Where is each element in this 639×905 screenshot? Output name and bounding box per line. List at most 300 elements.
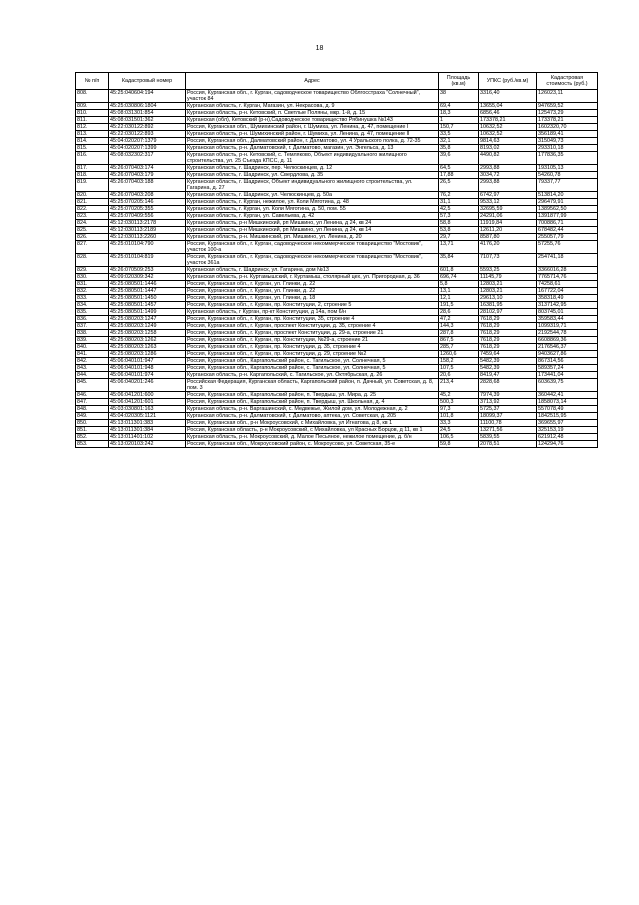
cell-cadastral-value: 1099319,71 (537, 323, 598, 330)
cell-cadastral-number: 45:08:031301:854 (109, 110, 186, 117)
cell-area: 13,71 (439, 241, 479, 254)
table-row (76, 420, 598, 427)
cell-number: 846. (76, 392, 109, 399)
cell-area: 285,7 (439, 344, 479, 351)
cell-number: 847. (76, 399, 109, 406)
cell-upks: 8193,02 (479, 145, 537, 152)
cell-number: 822. (76, 206, 109, 213)
table-row (76, 192, 598, 199)
cell-area: 12,1 (439, 295, 479, 302)
cell-address: Курганская область, р-н. Далматовский, г. Далматово, аптека, ул. Советская, д. 205 (186, 413, 439, 420)
cell-upks: 16381,95 (479, 302, 537, 309)
cell-upks: 10632,52 (479, 124, 537, 131)
table-row (76, 406, 598, 413)
cell-upks: 9533,12 (479, 199, 537, 206)
cell-cadastral-value: 369655,97 (537, 420, 598, 427)
cell-address: Курганская область, г. Шадринск, ул. Челюскинцев, д. 50а (186, 192, 439, 199)
cell-number: 829. (76, 267, 109, 274)
table-row (76, 220, 598, 227)
cell-address: Россия, Курганская обл., Каргапольский район, с. Тагильское, ул. Солнечная, 5 (186, 358, 439, 365)
cell-cadastral-value: 9403627,86 (537, 351, 598, 358)
cell-address: Россия, Курганская обл., р-н Мокроусовский, с Михайловка, ул Игнатова, д 8, кв 1 (186, 420, 439, 427)
cell-address: Российская Федерация, Курганская область, Каргапольский район, п. Дачный, ул. Советская, д. 8, пом. 3 (186, 379, 439, 392)
cell-upks: 12611,20 (479, 227, 537, 234)
table-row (76, 413, 598, 420)
cell-address: Курганская область, р-н Мишкинский, рп Мишкино, ул Ленина, д 24, кв 24 (186, 220, 439, 227)
cell-area: 24,5 (439, 427, 479, 434)
cell-address: Курганская область, г. Шадринск, ул. Свердлова, д. 35 (186, 172, 439, 179)
cell-area: 191,5 (439, 302, 479, 309)
cell-cadastral-number: 45:06:040101:974 (109, 372, 186, 379)
cell-address: Курганская область, г. Шадринск, пер. Челюскинцев, д. 12 (186, 165, 439, 172)
cell-cadastral-value: 325153,19 (537, 427, 598, 434)
cell-cadastral-value: 125473,29 (537, 110, 598, 117)
cell-cadastral-number: 45:06:041201:601 (109, 399, 186, 406)
cell-upks: 4176,20 (479, 241, 537, 254)
table-row (76, 434, 598, 441)
cell-number: 844. (76, 372, 109, 379)
table-row (76, 138, 598, 145)
table-row (76, 372, 598, 379)
cell-upks: 2993,88 (479, 165, 537, 172)
cell-cadastral-value: 358318,49 (537, 295, 598, 302)
cell-upks: 7459,64 (479, 351, 537, 358)
table-row (76, 124, 598, 131)
cell-number: 813. (76, 131, 109, 138)
cell-address: Курганская область, г. Курган, ул. Савельева, д. 42 (186, 213, 439, 220)
cell-cadastral-number: 45:25:010104:819 (109, 254, 186, 267)
cell-address: Курганская область, р-н. Кетовский, п. Светлые Поляны, мкр. 1-й, д. 15 (186, 110, 439, 117)
table-row (76, 365, 598, 372)
table-row (76, 274, 598, 281)
cell-cadastral-value: 57255,76 (537, 241, 598, 254)
cell-address: Курганская область, р-н Мишкинский, рп Мишкино, ул Ленина, д 24, кв 14 (186, 227, 439, 234)
cell-number: 812. (76, 124, 109, 131)
cell-cadastral-number: 45:25:040604:194 (109, 90, 186, 103)
cell-upks: 7974,39 (479, 392, 537, 399)
table-row (76, 399, 598, 406)
cell-upks: 7107,73 (479, 254, 537, 267)
cadastral-table (75, 72, 598, 448)
cell-cadastral-number: 45:25:070205:355 (109, 206, 186, 213)
cell-cadastral-value: 678482,44 (537, 227, 598, 234)
cell-address: Курганская область, р-н. Далматовский, г. Далматово, магазин, ул. Энгельса, д. 13 (186, 145, 439, 152)
cell-address: Курганская область, г. Курган, Магазин, ул. Некрасова, д. 9 (186, 103, 439, 110)
cell-cadastral-number: 45:26:070403:174 (109, 165, 186, 172)
cell-number: 833. (76, 295, 109, 302)
cell-address: Россия, Курганская обл., г. Курган, пр. Конституции, д. 29, строение №2 (186, 351, 439, 358)
cell-number: 809. (76, 103, 109, 110)
cell-cadastral-number: 45:25:080501:1447 (109, 288, 186, 295)
cell-cadastral-value: 557078,49 (537, 406, 598, 413)
cell-cadastral-number: 45:25:070205:146 (109, 199, 186, 206)
cell-number: 836. (76, 316, 109, 323)
cell-cadastral-value: 126023,11 (537, 90, 598, 103)
cell-upks: 8587,80 (479, 234, 537, 241)
cell-cadastral-number: 45:25:080203:1263 (109, 344, 186, 351)
cell-cadastral-value: 360442,41 (537, 392, 598, 399)
cell-address: Россия, Курганская область, р-н Мокроусовский, с Михайловка, ул Красных Борцов, д 11, кв 1 (186, 427, 439, 434)
cell-address: Россия, Курганская обл., г. Курган, проспект Конституции, д. 35, строение 4 (186, 323, 439, 330)
cell-cadastral-number: 45:25:080203:1249 (109, 323, 186, 330)
cell-address: Курганская (обл), Кетовский (р-н),Садоводческое товарищество Рябинушка №143 (186, 117, 439, 124)
table-row (76, 241, 598, 254)
cell-number: 821. (76, 199, 109, 206)
cell-upks: 12803,21 (479, 281, 537, 288)
cell-number: 840. (76, 344, 109, 351)
cell-upks: 2993,88 (479, 179, 537, 192)
table-row (76, 337, 598, 344)
cell-address: Курганская область, р-н. Мишкинский, рп. Мишкино, ул. Ленина, д. 20 (186, 234, 439, 241)
cell-upks: 5482,39 (479, 365, 537, 372)
cell-number: 850. (76, 420, 109, 427)
table-row (76, 379, 598, 392)
cell-number: 826. (76, 234, 109, 241)
cell-cadastral-value: 947659,52 (537, 103, 598, 110)
cell-cadastral-value: 359583,44 (537, 316, 598, 323)
cell-upks: 7618,29 (479, 344, 537, 351)
cell-address: Россия, Курганская обл., г. Курган, садоводческое некоммерческое товарищество "Мостовик", участок 361а (186, 254, 439, 267)
cell-area: 76,2 (439, 192, 479, 199)
cell-area: 287,8 (439, 330, 479, 337)
cell-cadastral-value: 7765714,76 (537, 274, 598, 281)
cell-area: 58,8 (439, 220, 479, 227)
cell-upks: 4490,82 (479, 152, 537, 165)
cell-cadastral-number: 45:06:041201:600 (109, 392, 186, 399)
table-row (76, 117, 598, 124)
cell-area: 64,5 (439, 165, 479, 172)
cell-cadastral-number: 45:26:070403:208 (109, 192, 186, 199)
cell-upks: 28102,97 (479, 309, 537, 316)
cell-number: 843. (76, 365, 109, 372)
cell-cadastral-number: 45:03:030801:163 (109, 406, 186, 413)
cell-number: 834. (76, 302, 109, 309)
cell-address: Курганская область, р-н. Варгашинский, с. Медвежье, Жилой дом, ул. Молодежная, д. 2 (186, 406, 439, 413)
cell-upks: 7618,29 (479, 330, 537, 337)
header-cadastral-number: Кадастровый номер (109, 73, 186, 90)
cell-area: 97,3 (439, 406, 479, 413)
cell-address: Россия, Курганская обл., г. Курган, пр. Конституции, 2, строение 5 (186, 302, 439, 309)
cell-area: 107,5 (439, 365, 479, 372)
cell-cadastral-number: 45:13:020103:242 (109, 441, 186, 448)
table-row (76, 152, 598, 165)
cell-address: Россия, Курганская обл., г. Курган, ул. Глинки, д. 18 (186, 295, 439, 302)
cell-upks: 29613,10 (479, 295, 537, 302)
cell-cadastral-number: 45:13:011301:383 (109, 420, 186, 427)
cell-area: 1 (439, 117, 479, 124)
cell-address: Россия, Курганская обл., г. Курган, ул. Глинки, д. 22 (186, 288, 439, 295)
cell-area: 38 (439, 90, 479, 103)
cell-area: 1260,6 (439, 351, 479, 358)
cell-cadastral-value: 173441,04 (537, 372, 598, 379)
table-row (76, 344, 598, 351)
table-row (76, 110, 598, 117)
cell-area: 20,6 (439, 372, 479, 379)
cell-cadastral-value: 124294,76 (537, 441, 598, 448)
cell-area: 47,2 (439, 316, 479, 323)
cell-cadastral-value: 589357,24 (537, 365, 598, 372)
table-row (76, 206, 598, 213)
cell-cadastral-number: 45:25:080203:1262 (109, 337, 186, 344)
cell-area: 39,6 (439, 152, 479, 165)
cell-cadastral-number: 45:25:010104:790 (109, 241, 186, 254)
cell-address: Курганская область, г. Курган, нежилое, ул. Коли Мяготина, д. 48 (186, 199, 439, 206)
cell-number: 818. (76, 172, 109, 179)
cell-upks: 6742,97 (479, 192, 537, 199)
cell-area: 867,5 (439, 337, 479, 344)
cell-upks: 12803,21 (479, 288, 537, 295)
cell-number: 810. (76, 110, 109, 117)
table-row (76, 213, 598, 220)
cell-number: 817. (76, 165, 109, 172)
cell-area: 57,3 (439, 213, 479, 220)
cell-cadastral-number: 45:08:032302:317 (109, 152, 186, 165)
cell-cadastral-number: 45:06:040101:948 (109, 365, 186, 372)
header-address: Адрес (186, 73, 439, 90)
cell-area: 17,88 (439, 172, 479, 179)
table-row (76, 281, 598, 288)
cell-upks: 11919,84 (479, 220, 537, 227)
cell-cadastral-number: 45:04:020305:1121 (109, 413, 186, 420)
cell-upks: 5593,25 (479, 267, 537, 274)
cell-number: 841. (76, 351, 109, 358)
cell-address: Россия, Курганская обл., Далматовский район, г. Далматово, ул. 4 Уральского полка, д. 72-35 (186, 138, 439, 145)
table-row (76, 165, 598, 172)
cell-cadastral-value: 3137142,95 (537, 302, 598, 309)
cell-area: 31,1 (439, 199, 479, 206)
cell-area: 33,5 (439, 131, 479, 138)
table-row (76, 254, 598, 267)
cell-area: 35,8 (439, 145, 479, 152)
cell-area: 13,1 (439, 288, 479, 295)
cell-upks: 5839,55 (479, 434, 537, 441)
cell-number: 837. (76, 323, 109, 330)
cell-cadastral-number: 45:25:080203:1247 (109, 316, 186, 323)
cell-area: 53,8 (439, 227, 479, 234)
cell-area: 35,84 (439, 254, 479, 267)
cell-cadastral-number: 45:08:031501:362 (109, 117, 186, 124)
cell-number: 835. (76, 309, 109, 316)
cell-cadastral-value: 1389562,50 (537, 206, 598, 213)
table-row (76, 267, 598, 274)
cell-number: 839. (76, 337, 109, 344)
cell-area: 101,8 (439, 413, 479, 420)
header-cadastral-value: Кадастровая стоимость (руб.) (537, 73, 598, 90)
cell-cadastral-value: 2192544,78 (537, 330, 598, 337)
cell-cadastral-number: 45:13:011301:384 (109, 427, 186, 434)
table-header-row (76, 73, 598, 90)
cell-upks: 13655,04 (479, 103, 537, 110)
cell-cadastral-value: 296479,91 (537, 199, 598, 206)
cell-cadastral-number: 45:22:030122:892 (109, 124, 186, 131)
cell-area: 144,3 (439, 323, 479, 330)
cell-upks: 7618,29 (479, 323, 537, 330)
cell-address: Курганская область, р-н. Кетовский, с. Темляково, Объект индивидуального жилищного строительства, ул. 25 Съезда КПСС, д. 11 (186, 152, 439, 165)
cell-upks: 32695,59 (479, 206, 537, 213)
cell-area: 150,7 (439, 124, 479, 131)
cell-cadastral-value: 603639,75 (537, 379, 598, 392)
cell-cadastral-value: 513814,20 (537, 192, 598, 199)
cell-upks: 11145,79 (479, 274, 537, 281)
cell-address: Курганская область, р-н. Шумихинский район, г. Шумиха, ул. Ленина, д. 47, помещение II (186, 131, 439, 138)
cell-address: Россия, Курганская обл., г. Курган, пр. Конституции, д. 35, строение 4 (186, 344, 439, 351)
cell-cadastral-value: 315049,73 (537, 138, 598, 145)
cell-number: 814. (76, 138, 109, 145)
cell-area: 500,3 (439, 399, 479, 406)
cell-cadastral-value: 167722,04 (537, 288, 598, 295)
table-row (76, 295, 598, 302)
cell-address: Россия, Курганская обл., Каргапольский район, п. Твердыш, ул. Мира, д. 25 (186, 392, 439, 399)
cell-cadastral-value: 193105,13 (537, 165, 598, 172)
cell-cadastral-number: 45:06:040101:947 (109, 358, 186, 365)
cell-cadastral-value: 2176546,37 (537, 344, 598, 351)
cell-address: Россия, Курганская обл., Каргапольский район, п. Твердыш, ул. Школьная, д. 4 (186, 399, 439, 406)
table-row (76, 179, 598, 192)
cell-upks: 7618,29 (479, 337, 537, 344)
table-row (76, 358, 598, 365)
cell-area: 106,5 (439, 434, 479, 441)
cell-area: 5,8 (439, 281, 479, 288)
cell-number: 816. (76, 152, 109, 165)
cell-upks: 5725,37 (479, 406, 537, 413)
cell-number: 842. (76, 358, 109, 365)
cell-cadastral-number: 45:26:070403:179 (109, 172, 186, 179)
cell-area: 29,7 (439, 234, 479, 241)
page-number: 18 (315, 45, 324, 52)
cell-area: 213,4 (439, 379, 479, 392)
table-row (76, 441, 598, 448)
cell-upks: 9814,63 (479, 138, 537, 145)
cell-cadastral-value: 867314,56 (537, 358, 598, 365)
table-row (76, 145, 598, 152)
cell-number: 815. (76, 145, 109, 152)
cell-cadastral-value: 177836,35 (537, 152, 598, 165)
cell-cadastral-number: 45:25:070409:556 (109, 213, 186, 220)
cell-upks: 2828,68 (479, 379, 537, 392)
cell-cadastral-number: 45:06:040201:246 (109, 379, 186, 392)
cell-address: Курганская область, г Курган, пр-кт Конституции, д 14а, пом 6/н (186, 309, 439, 316)
cell-address: Россия, Курганская обл., г. Курган, садоводческое товарищество Облгосстраха "Солнечный", участок 84 (186, 90, 439, 103)
table-row (76, 234, 598, 241)
cell-cadastral-value: 293310,18 (537, 145, 598, 152)
cell-upks: 11100,78 (479, 420, 537, 427)
cell-cadastral-number: 45:04:020207:1399 (109, 145, 186, 152)
cell-cadastral-value: 3366016,28 (537, 267, 598, 274)
table-row (76, 288, 598, 295)
table-row (76, 392, 598, 399)
cell-cadastral-number: 45:25:030806:1804 (109, 103, 186, 110)
cell-cadastral-number: 45:26:070403:188 (109, 179, 186, 192)
cell-cadastral-number: 45:12:030113:2178 (109, 220, 186, 227)
cell-area: 32,1 (439, 138, 479, 145)
cell-cadastral-value: 621912,48 (537, 434, 598, 441)
cell-cadastral-number: 45:22:030122:893 (109, 131, 186, 138)
cell-cadastral-value: 700886,71 (537, 220, 598, 227)
cell-area: 18,3 (439, 110, 479, 117)
cell-number: 852. (76, 434, 109, 441)
cell-cadastral-value: 1858073,14 (537, 399, 598, 406)
table-row (76, 103, 598, 110)
cell-address: Курганская область, г. Курган, ул. Коли Мяготина, д. 50, пом. 55 (186, 206, 439, 213)
cell-number: 820. (76, 192, 109, 199)
cell-address: Россия, Курганская обл., Шумихинский район, г. Шумиха, ул. Ленина, д. 47, помещение I (186, 124, 439, 131)
cell-address: Курганская область, р-н. Мокроусовский, д. Малое Песьяное, нежилое помещение, д. б/н (186, 434, 439, 441)
cell-cadastral-value: 74258,61 (537, 281, 598, 288)
cell-upks: 173378,21 (479, 117, 537, 124)
table-row (76, 316, 598, 323)
cell-upks: 5482,39 (479, 358, 537, 365)
cell-upks: 10632,52 (479, 131, 537, 138)
cell-cadastral-value: 6608869,36 (537, 337, 598, 344)
cell-cadastral-number: 45:04:020207:1379 (109, 138, 186, 145)
cell-cadastral-value: 254741,18 (537, 254, 598, 267)
cell-number: 832. (76, 288, 109, 295)
cell-address: Россия, Курганская обл., г. Курган, пр. Конституции, №29-а, строение 21 (186, 337, 439, 344)
table-row (76, 227, 598, 234)
cell-number: 853. (76, 441, 109, 448)
cell-cadastral-number: 45:13:011401:102 (109, 434, 186, 441)
table-row (76, 131, 598, 138)
cell-address: Россия, Курганская обл., Каргапольский район, с. Тагильское, ул. Солнечная, 5 (186, 365, 439, 372)
cell-cadastral-value: 173378,21 (537, 117, 598, 124)
cell-cadastral-number: 45:26:070509:253 (109, 267, 186, 274)
table-row (76, 330, 598, 337)
cell-number: 845. (76, 379, 109, 392)
cell-area: 45,2 (439, 392, 479, 399)
cell-cadastral-number: 45:25:080203:1286 (109, 351, 186, 358)
cell-cadastral-value: 54260,78 (537, 172, 598, 179)
cell-area: 26,5 (439, 179, 479, 192)
cell-cadastral-value: 1391877,99 (537, 213, 598, 220)
cell-number: 827. (76, 241, 109, 254)
cell-number: 825. (76, 227, 109, 234)
cell-address: Россия, Курганская обл., г. Курган, проспект Конституции, д. 29-а, строение 21 (186, 330, 439, 337)
table-row (76, 199, 598, 206)
header-upks: УПКС (руб./кв.м) (479, 73, 537, 90)
cell-cadastral-number: 45:25:080501:1457 (109, 302, 186, 309)
cell-upks: 18099,37 (479, 413, 537, 420)
cell-address: Курганская область, р-н. Куртамышский, г. Куртамыш, столярный цех, ул. Пригородная, д. 36 (186, 274, 439, 281)
cell-address: Россия, Курганская обл., г. Курган, пр. Конституции, 35, строение 4 (186, 316, 439, 323)
cell-area: 696,74 (439, 274, 479, 281)
cell-address: Россия, Курганская обл., Мокроусовский район, с. Мокроусово, ул. Советская, 35-е (186, 441, 439, 448)
cell-area: 42,5 (439, 206, 479, 213)
cell-cadastral-number: 45:12:030113:2189 (109, 227, 186, 234)
cell-cadastral-number: 45:25:080501:1499 (109, 309, 186, 316)
table-row (76, 309, 598, 316)
cell-upks: 3316,40 (479, 90, 537, 103)
cell-cadastral-value: 255057,79 (537, 234, 598, 241)
cell-number: 831. (76, 281, 109, 288)
header-area: Площадь (кв.м) (439, 73, 479, 90)
cell-cadastral-value: 803745,01 (537, 309, 598, 316)
cell-cadastral-value: 79337,77 (537, 179, 598, 192)
cell-number: 838. (76, 330, 109, 337)
cell-number: 808. (76, 90, 109, 103)
table-row (76, 427, 598, 434)
cell-number: 848. (76, 406, 109, 413)
cell-address: Курганская область, г. Шадринск, Объект индивидуального жилищного строительства, ул. Гагарина, д. 27 (186, 179, 439, 192)
table-row (76, 323, 598, 330)
table-row (76, 172, 598, 179)
cell-cadastral-number: 45:09:020309:342 (109, 274, 186, 281)
cell-cadastral-value: 356189,41 (537, 131, 598, 138)
cell-upks: 8419,47 (479, 372, 537, 379)
cell-address: Курганская область, р-н. Каргапольский, с. Тагильское, ул. Октябрьская, д. 26 (186, 372, 439, 379)
cell-number: 824. (76, 220, 109, 227)
cell-number: 849. (76, 413, 109, 420)
cell-number: 851. (76, 427, 109, 434)
